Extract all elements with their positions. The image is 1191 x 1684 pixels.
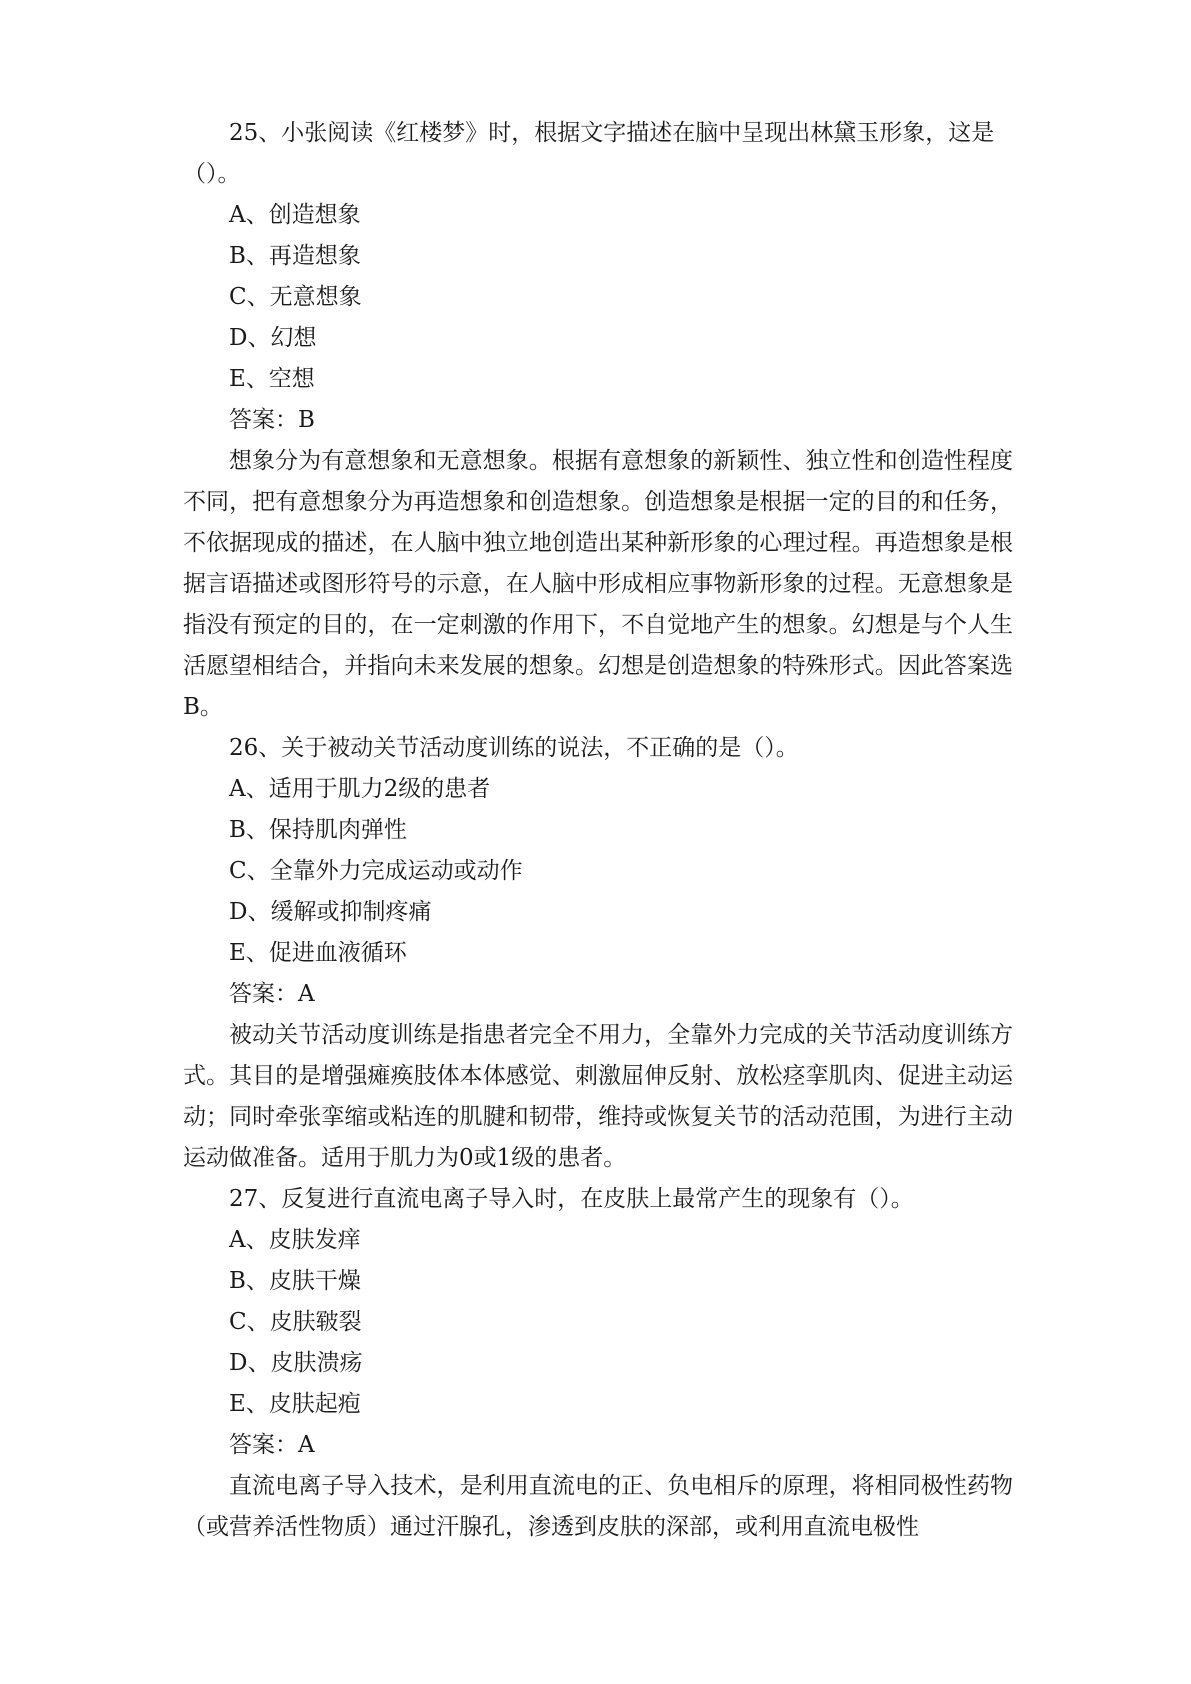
option-b: B、保持肌肉弹性 — [229, 817, 407, 843]
option-e: E、皮肤起疱 — [229, 1391, 361, 1417]
question-stem-27: 27、反复进行直流电离子导入时，在皮肤上最常产生的现象有（）。 — [229, 1186, 914, 1212]
option-c: C、无意想象 — [229, 284, 362, 310]
option-a: A、皮肤发痒 — [229, 1227, 361, 1253]
answer-27: 答案：A — [229, 1432, 315, 1458]
option-c: C、皮肤皲裂 — [229, 1309, 362, 1335]
option-c: C、全靠外力完成运动或动作 — [229, 858, 523, 884]
option-d: D、缓解或抑制疼痛 — [229, 899, 432, 925]
option-a: A、创造想象 — [229, 202, 361, 228]
answer-26: 答案：A — [229, 981, 315, 1007]
option-e: E、空想 — [229, 366, 315, 392]
explanation-26: 被动关节活动度训练是指患者完全不用力，全靠外力完成的关节活动度训练方式。其目的是增强瘫痪肢体本体感觉、刺激屈伸反射、放松痉挛肌肉、促进主动运动；同时牵张挛缩或粘连的肌腱和韧带，维持或恢复关节的活动范围，为进行主动运动做准备。适用于肌力为0或1级的患者。 — [183, 1022, 1013, 1171]
option-b: B、再造想象 — [229, 243, 361, 269]
answer-25: 答案：B — [229, 407, 315, 433]
question-stem-26: 26、关于被动关节活动度训练的说法，不正确的是（）。 — [229, 735, 799, 761]
explanation-25: 想象分为有意想象和无意想象。根据有意想象的新颖性、独立性和创造性程度不同，把有意想象分为再造想象和创造想象。创造想象是根据一定的目的和任务，不依据现成的描述，在人脑中独立地创造出某种新形象的心理过程。再造想象是根据言语描述或图形符号的示意，在人脑中形成相应事物新形象的过程。无意想象是指没有预定的目的，在一定刺激的作用下，不自觉地产生的想象。幻想是与个人生活愿望相结合，并指向未来发展的想象。幻想是创造想象的特殊形式。因此答案选B。 — [183, 448, 1013, 720]
option-e: E、促进血液循环 — [229, 940, 407, 966]
question-stem-25: 25、小张阅读《红楼梦》时，根据文字描述在脑中呈现出林黛玉形象，这是（）。 — [183, 120, 995, 187]
document-body — [183, 113, 1013, 1548]
option-d: D、幻想 — [229, 325, 317, 351]
option-b: B、皮肤干燥 — [229, 1268, 361, 1294]
option-a: A、适用于肌力2级的患者 — [229, 776, 491, 802]
option-d: D、皮肤溃疡 — [229, 1350, 363, 1376]
explanation-27: 直流电离子导入技术，是利用直流电的正、负电相斥的原理，将相同极性药物（或营养活性物质）通过汗腺孔，渗透到皮肤的深部，或利用直流电极性 — [183, 1473, 1013, 1540]
